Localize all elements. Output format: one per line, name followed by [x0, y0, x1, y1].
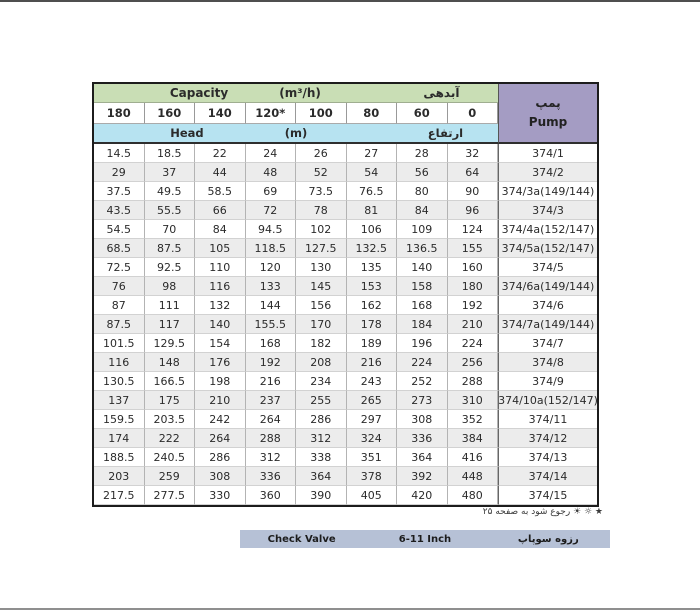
pump-table — [92, 82, 599, 507]
capacity-cell: 310 — [448, 391, 499, 410]
capacity-cell: 66 — [195, 201, 246, 220]
pump-name-cell: 374/3 — [498, 201, 597, 220]
pump-name-cell: 374/7 — [498, 334, 597, 353]
capacity-cell: 224 — [397, 353, 448, 372]
capacity-cell: 133 — [246, 277, 297, 296]
flow-value-180: 180 — [94, 103, 145, 124]
capacity-cell: 208 — [296, 353, 347, 372]
capacity-cell: 58.5 — [195, 182, 246, 201]
pump-name-cell: 374/5a(152/147) — [498, 239, 597, 258]
capacity-cell: 405 — [347, 486, 398, 505]
pump-column-header — [498, 84, 597, 144]
capacity-cell: 43.5 — [94, 201, 145, 220]
capacity-cell: 166.5 — [145, 372, 196, 391]
capacity-cell: 352 — [448, 410, 499, 429]
pump-name-cell: 374/8 — [498, 353, 597, 372]
capacity-cell: 26 — [296, 144, 347, 163]
capacity-cell: 351 — [347, 448, 398, 467]
capacity-cell: 255 — [296, 391, 347, 410]
capacity-cell: 288 — [246, 429, 297, 448]
capacity-cell: 130.5 — [94, 372, 145, 391]
capacity-cell: 72.5 — [94, 258, 145, 277]
pump-label-fa: پمپ — [535, 96, 561, 111]
head-label-fa: ارتفاع — [427, 126, 464, 140]
capacity-cell: 124 — [448, 220, 499, 239]
capacity-cell: 308 — [195, 467, 246, 486]
capacity-cell: 203 — [94, 467, 145, 486]
capacity-cell: 176 — [195, 353, 246, 372]
capacity-cell: 78 — [296, 201, 347, 220]
capacity-cell: 312 — [246, 448, 297, 467]
capacity-cell: 54 — [347, 163, 398, 182]
capacity-cell: 18.5 — [145, 144, 196, 163]
capacity-cell: 148 — [145, 353, 196, 372]
pump-name-cell: 374/14 — [498, 467, 597, 486]
capacity-cell: 110 — [195, 258, 246, 277]
capacity-cell: 162 — [347, 296, 398, 315]
flow-value-0: 0 — [448, 103, 499, 124]
capacity-cell: 256 — [448, 353, 499, 372]
capacity-cell: 273 — [397, 391, 448, 410]
capacity-cell: 480 — [448, 486, 499, 505]
head-label: Head — [170, 126, 204, 140]
capacity-cell: 130 — [296, 258, 347, 277]
capacity-cell: 155 — [448, 239, 499, 258]
capacity-cell: 216 — [347, 353, 398, 372]
capacity-cell: 154 — [195, 334, 246, 353]
capacity-cell: 286 — [195, 448, 246, 467]
capacity-cell: 105 — [195, 239, 246, 258]
pump-name-cell: 374/11 — [498, 410, 597, 429]
capacity-cell: 87.5 — [145, 239, 196, 258]
capacity-cell: 32 — [448, 144, 499, 163]
capacity-cell: 448 — [448, 467, 499, 486]
capacity-cell: 196 — [397, 334, 448, 353]
capacity-cell: 27 — [347, 144, 398, 163]
capacity-cell: 102 — [296, 220, 347, 239]
capacity-cell: 28 — [397, 144, 448, 163]
capacity-cell: 72 — [246, 201, 297, 220]
flow-value-120: 120* — [246, 103, 297, 124]
capacity-cell: 70 — [145, 220, 196, 239]
pump-name-cell: 374/13 — [498, 448, 597, 467]
pump-name-cell: 374/12 — [498, 429, 597, 448]
pump-name-cell: 374/1 — [498, 144, 597, 163]
pump-name-cell: 374/6a(149/144) — [498, 277, 597, 296]
capacity-cell: 170 — [296, 315, 347, 334]
capacity-cell: 416 — [448, 448, 499, 467]
capacity-cell: 175 — [145, 391, 196, 410]
capacity-cell: 106 — [347, 220, 398, 239]
check-valve-label: Check Valve — [267, 533, 336, 545]
capacity-cell: 360 — [246, 486, 297, 505]
capacity-label: Capacity — [169, 86, 229, 100]
capacity-cell: 92.5 — [145, 258, 196, 277]
capacity-cell: 297 — [347, 410, 398, 429]
flow-value-100: 100 — [296, 103, 347, 124]
capacity-cell: 118.5 — [246, 239, 297, 258]
pump-name-cell: 374/4a(152/147) — [498, 220, 597, 239]
capacity-cell: 101.5 — [94, 334, 145, 353]
capacity-cell: 158 — [397, 277, 448, 296]
capacity-cell: 203.5 — [145, 410, 196, 429]
capacity-cell: 174 — [94, 429, 145, 448]
capacity-cell: 52 — [296, 163, 347, 182]
capacity-cell: 137 — [94, 391, 145, 410]
capacity-cell: 129.5 — [145, 334, 196, 353]
capacity-cell: 192 — [246, 353, 297, 372]
capacity-cell: 81 — [347, 201, 398, 220]
capacity-cell: 184 — [397, 315, 448, 334]
capacity-cell: 243 — [347, 372, 398, 391]
capacity-cell: 198 — [195, 372, 246, 391]
capacity-cell: 312 — [296, 429, 347, 448]
capacity-cell: 277.5 — [145, 486, 196, 505]
capacity-cell: 135 — [347, 258, 398, 277]
capacity-cell: 420 — [397, 486, 448, 505]
capacity-cell: 54.5 — [94, 220, 145, 239]
pump-name-cell: 374/9 — [498, 372, 597, 391]
capacity-cell: 210 — [448, 315, 499, 334]
pump-name-cell: 374/5 — [498, 258, 597, 277]
flow-value-160: 160 — [145, 103, 196, 124]
capacity-cell: 288 — [448, 372, 499, 391]
capacity-cell: 189 — [347, 334, 398, 353]
capacity-cell: 168 — [246, 334, 297, 353]
pump-name-cell: 374/3a(149/144) — [498, 182, 597, 201]
capacity-cell: 237 — [246, 391, 297, 410]
capacity-cell: 286 — [296, 410, 347, 429]
capacity-cell: 136.5 — [397, 239, 448, 258]
capacity-cell: 264 — [195, 429, 246, 448]
flow-value-80: 80 — [347, 103, 398, 124]
capacity-cell: 384 — [448, 429, 499, 448]
capacity-cell: 76 — [94, 277, 145, 296]
capacity-cell: 240.5 — [145, 448, 196, 467]
capacity-cell: 55.5 — [145, 201, 196, 220]
capacity-cell: 84 — [195, 220, 246, 239]
capacity-cell: 84 — [397, 201, 448, 220]
capacity-cell: 87.5 — [94, 315, 145, 334]
capacity-cell: 140 — [195, 315, 246, 334]
capacity-cell: 336 — [246, 467, 297, 486]
capacity-cell: 144 — [246, 296, 297, 315]
flow-value-140: 140 — [195, 103, 246, 124]
capacity-cell: 76.5 — [347, 182, 398, 201]
capacity-cell: 49.5 — [145, 182, 196, 201]
capacity-cell: 259 — [145, 467, 196, 486]
pump-name-cell: 374/6 — [498, 296, 597, 315]
capacity-cell: 338 — [296, 448, 347, 467]
capacity-cell: 192 — [448, 296, 499, 315]
capacity-cell: 364 — [296, 467, 347, 486]
capacity-cell: 265 — [347, 391, 398, 410]
capacity-cell: 94.5 — [246, 220, 297, 239]
capacity-cell: 234 — [296, 372, 347, 391]
capacity-cell: 87 — [94, 296, 145, 315]
capacity-cell: 120 — [246, 258, 297, 277]
capacity-cell: 96 — [448, 201, 499, 220]
capacity-header-row — [94, 84, 498, 103]
capacity-cell: 224 — [448, 334, 499, 353]
capacity-cell: 155.5 — [246, 315, 297, 334]
capacity-cell: 178 — [347, 315, 398, 334]
pump-name-cell: 374/15 — [498, 486, 597, 505]
flow-value-60: 60 — [397, 103, 448, 124]
capacity-cell: 56 — [397, 163, 448, 182]
pump-name-cell: 374/10a(152/147) — [498, 391, 597, 410]
capacity-cell: 330 — [195, 486, 246, 505]
pump-label-en: Pump — [528, 115, 568, 129]
capacity-cell: 324 — [347, 429, 398, 448]
capacity-cell: 222 — [145, 429, 196, 448]
capacity-cell: 210 — [195, 391, 246, 410]
check-valve-bar — [240, 530, 610, 548]
capacity-cell: 216 — [246, 372, 297, 391]
head-unit: (m) — [284, 126, 308, 140]
capacity-cell: 80 — [397, 182, 448, 201]
capacity-cell: 98 — [145, 277, 196, 296]
capacity-cell: 132 — [195, 296, 246, 315]
capacity-cell: 132.5 — [347, 239, 398, 258]
capacity-cell: 48 — [246, 163, 297, 182]
pump-name-cell: 374/7a(149/144) — [498, 315, 597, 334]
capacity-cell: 14.5 — [94, 144, 145, 163]
capacity-cell: 127.5 — [296, 239, 347, 258]
capacity-cell: 168 — [397, 296, 448, 315]
capacity-cell: 264 — [246, 410, 297, 429]
capacity-cell: 37.5 — [94, 182, 145, 201]
capacity-cell: 73.5 — [296, 182, 347, 201]
capacity-cell: 64 — [448, 163, 499, 182]
capacity-cell: 109 — [397, 220, 448, 239]
capacity-cell: 68.5 — [94, 239, 145, 258]
head-header-row — [94, 124, 498, 144]
capacity-unit: (m³/h) — [279, 86, 321, 100]
capacity-cell: 390 — [296, 486, 347, 505]
capacity-cell: 24 — [246, 144, 297, 163]
capacity-cell: 111 — [145, 296, 196, 315]
capacity-cell: 188.5 — [94, 448, 145, 467]
capacity-cell: 159.5 — [94, 410, 145, 429]
page-reference-footnote: ★ ☼ ☀ رجوع شود به صفحه ۲۵ — [482, 507, 603, 517]
capacity-cell: 153 — [347, 277, 398, 296]
capacity-cell: 29 — [94, 163, 145, 182]
capacity-cell: 116 — [94, 353, 145, 372]
capacity-cell: 140 — [397, 258, 448, 277]
capacity-cell: 378 — [347, 467, 398, 486]
capacity-cell: 217.5 — [94, 486, 145, 505]
capacity-cell: 145 — [296, 277, 347, 296]
capacity-cell: 336 — [397, 429, 448, 448]
check-valve-label-fa: رزوه سوپاپ — [517, 533, 579, 545]
capacity-cell: 182 — [296, 334, 347, 353]
capacity-cell: 180 — [448, 277, 499, 296]
capacity-cell: 22 — [195, 144, 246, 163]
capacity-cell: 117 — [145, 315, 196, 334]
capacity-cell: 252 — [397, 372, 448, 391]
capacity-cell: 242 — [195, 410, 246, 429]
capacity-cell: 90 — [448, 182, 499, 201]
capacity-cell: 364 — [397, 448, 448, 467]
capacity-cell: 44 — [195, 163, 246, 182]
pump-name-cell: 374/2 — [498, 163, 597, 182]
capacity-cell: 160 — [448, 258, 499, 277]
capacity-cell: 308 — [397, 410, 448, 429]
capacity-cell: 392 — [397, 467, 448, 486]
capacity-cell: 69 — [246, 182, 297, 201]
capacity-cell: 37 — [145, 163, 196, 182]
capacity-label-fa: آبدهی — [423, 86, 460, 100]
capacity-cell: 156 — [296, 296, 347, 315]
capacity-cell: 116 — [195, 277, 246, 296]
valve-size-label: 6-11 Inch — [398, 533, 452, 545]
